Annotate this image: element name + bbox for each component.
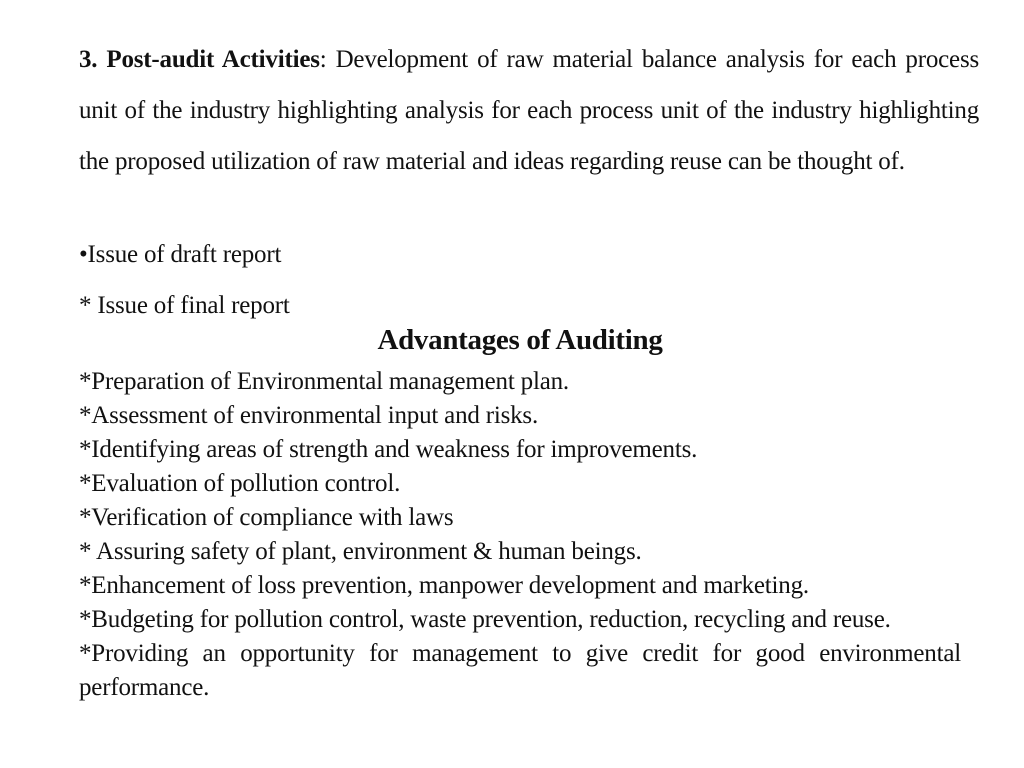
advantages-heading: Advantages of Auditing	[377, 324, 663, 356]
list-item: *Assessment of environmental input and risks.	[79, 402, 538, 429]
post-audit-text: Development of raw material balance analysis for each process unit of the industry highlighting analysis for each process unit of the industry highlighting the proposed utilization of raw material and ideas regarding reuse can be thought of.	[79, 46, 980, 175]
list-item: *Identifying areas of strength and weakness for improvements.	[79, 436, 698, 463]
advantages-list	[79, 365, 961, 705]
list-item: *Preparation of Environmental management plan.	[79, 368, 569, 395]
list-item: *Evaluation of pollution control.	[79, 470, 401, 497]
post-audit-colon: :	[319, 46, 336, 73]
report-item-final: * Issue of final report	[79, 292, 290, 319]
post-audit-label: 3. Post-audit Activities	[79, 46, 320, 73]
list-item: *Budgeting for pollution control, waste prevention, reduction, recycling and reuse.	[79, 606, 891, 633]
list-item: *Verification of compliance with laws	[79, 504, 454, 531]
list-item: *Providing an opportunity for management to give credit for good environmental performance.	[79, 640, 961, 701]
list-item: * Assuring safety of plant, environment & human beings.	[79, 538, 642, 565]
list-item: *Enhancement of loss prevention, manpower development and marketing.	[79, 572, 809, 599]
post-audit-paragraph	[79, 34, 979, 187]
report-item-draft: •Issue of draft report	[79, 241, 282, 268]
